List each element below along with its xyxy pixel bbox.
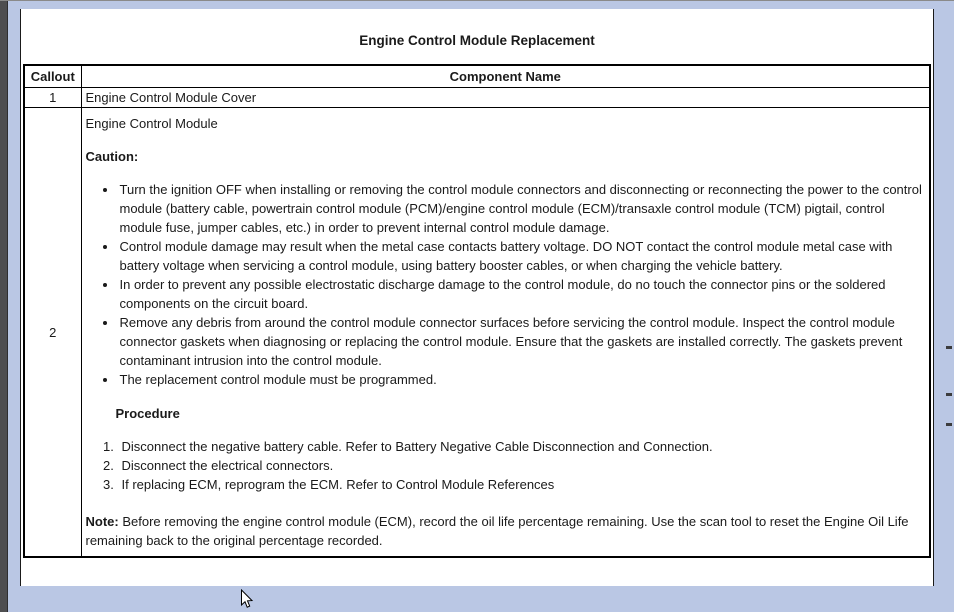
column-header-callout: Callout: [24, 65, 81, 88]
note-paragraph: [86, 512, 926, 550]
caution-list: [86, 180, 926, 389]
column-header-component-name: Component Name: [81, 65, 930, 88]
caution-item: • Turn the ignition OFF when installing or removing the control module connectors and disconnecting or reconnecting the power to the control module (battery cable, powertrain control module (PCM)/engine control module (ECM)/transaxle control module (TCM) pigtail, control module fuse, jumper cables, etc.) in order to prevent internal control module damage.: [118, 180, 926, 237]
window-edge-mark: [946, 393, 952, 396]
note-text: Before removing the engine control module (ECM), record the oil life percentage remaining. Use the scan tool to reset the Engine Oil Life remaining back to the original percentage recorded.: [85, 514, 909, 548]
caution-item: • In order to prevent any possible electrostatic discharge damage to the control module, do no touch the connector pins or the soldered components on the circuit board.: [118, 275, 926, 313]
procedure-step-list: [86, 437, 926, 494]
procedure-step: 2. Disconnect the electrical connectors.: [118, 456, 926, 475]
callout-number: 2: [24, 108, 81, 558]
caution-item: • Remove any debris from around the control module connector surfaces before servicing the control module. Inspect the control module connector gaskets when diagnosing or replacing the control module. Ensure that the gaskets are installed correctly. The gaskets prevent contaminant intrusion into the control module.: [118, 313, 926, 370]
procedure-heading: Procedure: [115, 406, 180, 421]
note-label: Note:: [85, 514, 119, 529]
caution-item: • Control module damage may result when the metal case contacts battery voltage. DO NOT contact the control module metal case with battery voltage when servicing a control module, using battery booster cables, or when charging the vehicle battery.: [118, 237, 926, 275]
component-name: Engine Control Module Cover: [81, 88, 930, 108]
caution-item: • The replacement control module must be programmed.: [118, 370, 926, 389]
mouse-cursor-icon: [240, 589, 254, 610]
table-header-row: [24, 65, 930, 88]
component-details-cell: [81, 108, 930, 558]
table-row: [24, 88, 930, 108]
window-edge-mark: [946, 423, 952, 426]
table-row: [24, 108, 930, 558]
procedure-step: 3. If replacing ECM, reprogram the ECM. Refer to Control Module References: [118, 475, 926, 494]
callout-number: 1: [24, 88, 81, 108]
caution-heading: Caution:: [85, 149, 139, 164]
page-title: Engine Control Module Replacement: [359, 33, 595, 48]
window-left-edge: [0, 1, 8, 612]
procedure-step: 1. Disconnect the negative battery cable. Refer to Battery Negative Cable Disconnection and Connection.: [118, 437, 926, 456]
window-edge-mark: [946, 346, 952, 349]
component-name: Engine Control Module: [85, 116, 218, 131]
component-table: [23, 64, 931, 558]
document-page: [20, 9, 934, 586]
